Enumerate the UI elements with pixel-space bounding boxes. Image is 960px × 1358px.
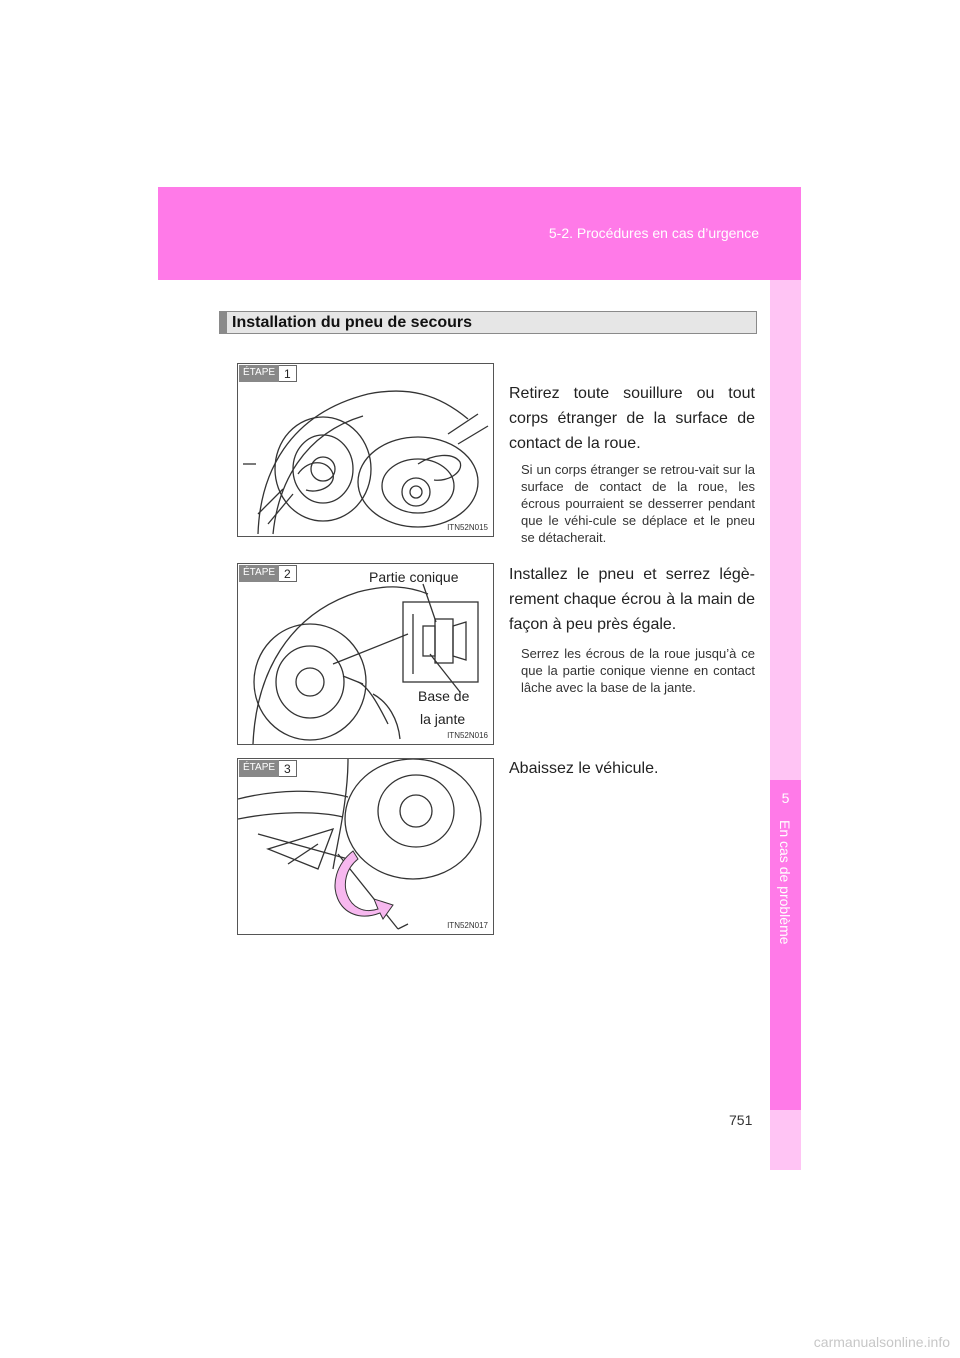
figure-code: ITN52N016 (447, 731, 488, 740)
step-2-note: Serrez les écrous de la roue jusqu’à ce que la partie conique vienne en contact lâche avec la base de la jante. (521, 646, 755, 695)
header-section-title: 5-2. Procédures en cas d’urgence (548, 225, 759, 241)
page-number: 751 (729, 1112, 753, 1128)
callout-base-line-2: la jante (420, 711, 466, 727)
header-band (158, 187, 801, 280)
callout-base-line-1: Base de (418, 688, 470, 704)
figure-step-2 (237, 563, 494, 745)
callout-cone: Partie conique (369, 569, 459, 585)
step-badge-2 (239, 565, 297, 582)
figure-step-1 (237, 363, 494, 537)
step-badge-1 (239, 365, 297, 382)
watermark[interactable]: carmanualsonline.info (813, 1334, 950, 1350)
step-badge-number: 3 (279, 760, 297, 777)
step-badge-number: 2 (279, 565, 297, 582)
chapter-number: 5 (781, 790, 790, 806)
step-badge-label: ÉTAPE (239, 565, 279, 582)
step-1-instruction: Retirez toute souillure ou tout corps étranger de la surface de contact de la roue. (509, 385, 755, 452)
figure-code: ITN52N015 (447, 523, 488, 532)
figure-1-illustration (238, 364, 493, 536)
step-badge-3 (239, 760, 297, 777)
step-1-note: Si un corps étranger se retrou-vait sur la surface de contact de la roue, les écrous pourraient se desserrer pendant que le véhi-cule se déplace et le pneu se détacherait. (521, 462, 755, 545)
section-heading (219, 311, 757, 334)
section-title: Installation du pneu de secours (232, 314, 473, 331)
figure-step-3 (237, 758, 494, 935)
figure-code: ITN52N017 (447, 921, 488, 930)
step-3-instruction: Abaissez le véhicule. (509, 760, 659, 777)
chapter-label: En cas de problème (777, 820, 793, 945)
chapter-tab[interactable] (770, 780, 801, 1110)
step-badge-label: ÉTAPE (239, 365, 279, 382)
figure-3-illustration (238, 759, 493, 934)
section-accent (220, 312, 227, 333)
step-2-instruction: Installez le pneu et serrez légè-rement chaque écrou à la main de façon à peu près égale. (509, 566, 755, 633)
step-badge-number: 1 (279, 365, 297, 382)
step-badge-label: ÉTAPE (239, 760, 279, 777)
